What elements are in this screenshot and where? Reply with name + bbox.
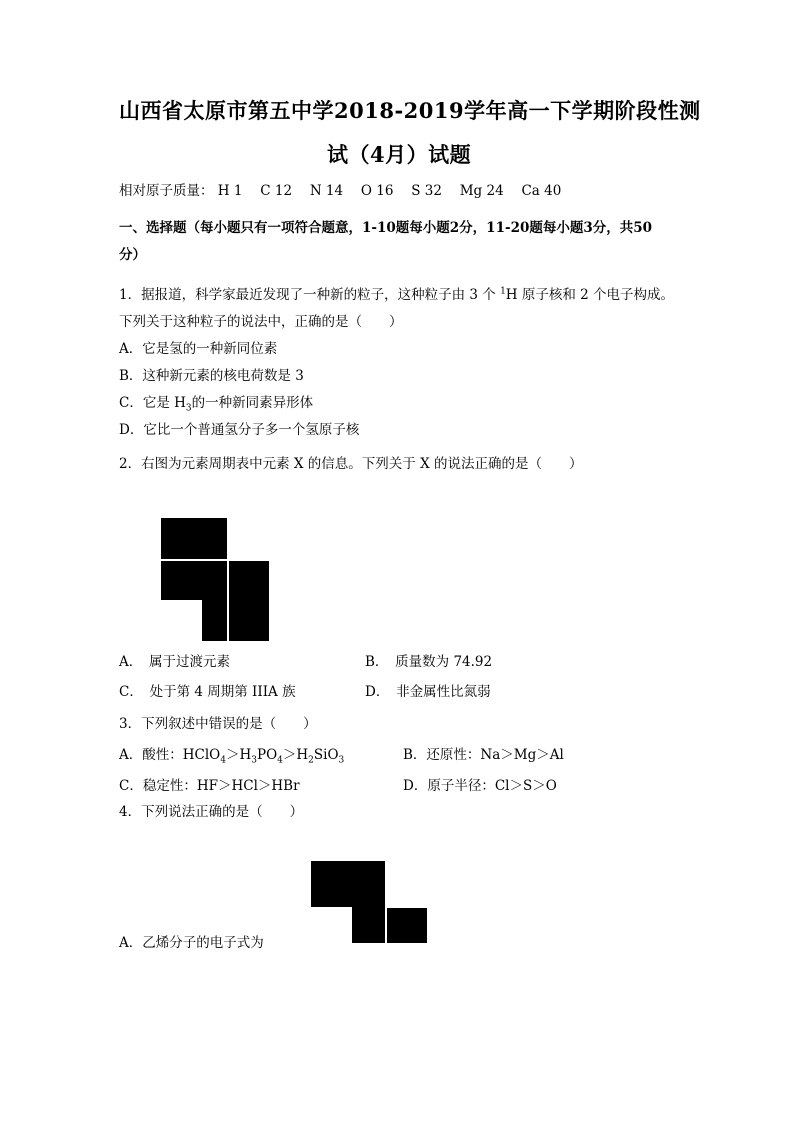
q1-stem-text-a: 1．据报道，科学家最近发现了一种新的粒子，这种粒子由 3 个 — [119, 287, 501, 303]
section-heading-line-1: 一、选择题（每小题只有一项符合题意，1-10题每小题2分，11-20题每小题3分，共50 — [119, 220, 653, 236]
q1-option-c-text-2: 的一种新同素异形体 — [191, 395, 314, 411]
section-heading-line-2: 分） — [119, 247, 146, 263]
q3-a-text-2: ＞H — [225, 747, 252, 763]
q3-option-d: D．原子半径：Cl＞S＞O — [403, 778, 557, 794]
q1-option-d: D．它比一个普通氢分子多一个氢原子核 — [119, 422, 360, 438]
q3-a-text-3: PO — [257, 747, 278, 763]
q2-image-block-top — [161, 518, 227, 559]
q4-option-a: A．乙烯分子的电子式为 — [119, 935, 264, 951]
q2-option-c: C． 处于第 4 周期第 IIIA 族 — [119, 684, 296, 700]
q4-image-block-bottom-left — [352, 907, 385, 943]
q1-stem — [119, 283, 674, 303]
q1-option-c — [119, 391, 314, 414]
q1-option-c-text: C．它是 H — [119, 395, 186, 411]
q4-stem: 4．下列说法正确的是（ ） — [119, 804, 304, 820]
q3-a-sub-3: 4 — [277, 755, 283, 766]
q1-option-c-sub: 3 — [185, 403, 192, 414]
q1-option-a: A．它是氢的一种新同位素 — [119, 341, 278, 357]
q3-option-b: B．还原性：Na＞Mg＞Al — [403, 747, 564, 763]
q4-image-block-top — [311, 861, 385, 907]
q1-stem-line-2: 下列关于这种粒子的说法中，正确的是（ ） — [119, 314, 403, 330]
q3-a-sub-4: 2 — [308, 755, 314, 766]
q1-option-b: B．这种新元素的核电荷数是 3 — [119, 368, 304, 384]
q3-option-a — [119, 743, 345, 766]
q2-image-block-side — [229, 561, 269, 641]
q2-option-b: B． 质量数为 74.92 — [365, 654, 493, 670]
q2-stem: 2．右图为元素周期表中元素 X 的信息。下列关于 X 的说法正确的是（ ） — [119, 456, 583, 472]
title-line-2: 试（4月）试题 — [327, 142, 472, 167]
q2-option-d: D． 非金属性比氮弱 — [365, 684, 491, 700]
q3-stem: 3．下列叙述中错误的是（ ） — [119, 716, 317, 732]
q1-stem-text-b: H 原子核和 2 个电子构成。 — [505, 287, 675, 303]
q3-a-text-1: A．酸性：HClO — [119, 747, 221, 763]
q3-a-text-4: ＞H — [282, 747, 309, 763]
title-line-1: 山西省太原市第五中学2018-2019学年高一下学期阶段性测 — [119, 98, 701, 123]
q2-image-block-right — [202, 561, 227, 641]
atomic-masses: 相对原子质量： H 1 C 12 N 14 O 16 S 32 Mg 24 Ca 40 — [119, 183, 562, 199]
q3-a-sub-5: 3 — [338, 755, 345, 766]
q2-option-a: A． 属于过渡元素 — [119, 654, 230, 670]
q3-option-c: C．稳定性：HF＞HCl＞HBr — [119, 778, 300, 794]
q3-a-sub-1: 4 — [220, 755, 226, 766]
q4-image-block-bottom-right — [387, 908, 427, 943]
q1-stem-sup: 1 — [500, 286, 506, 297]
q3-a-sub-2: 3 — [251, 755, 257, 766]
q3-a-text-5: SiO — [313, 747, 339, 763]
